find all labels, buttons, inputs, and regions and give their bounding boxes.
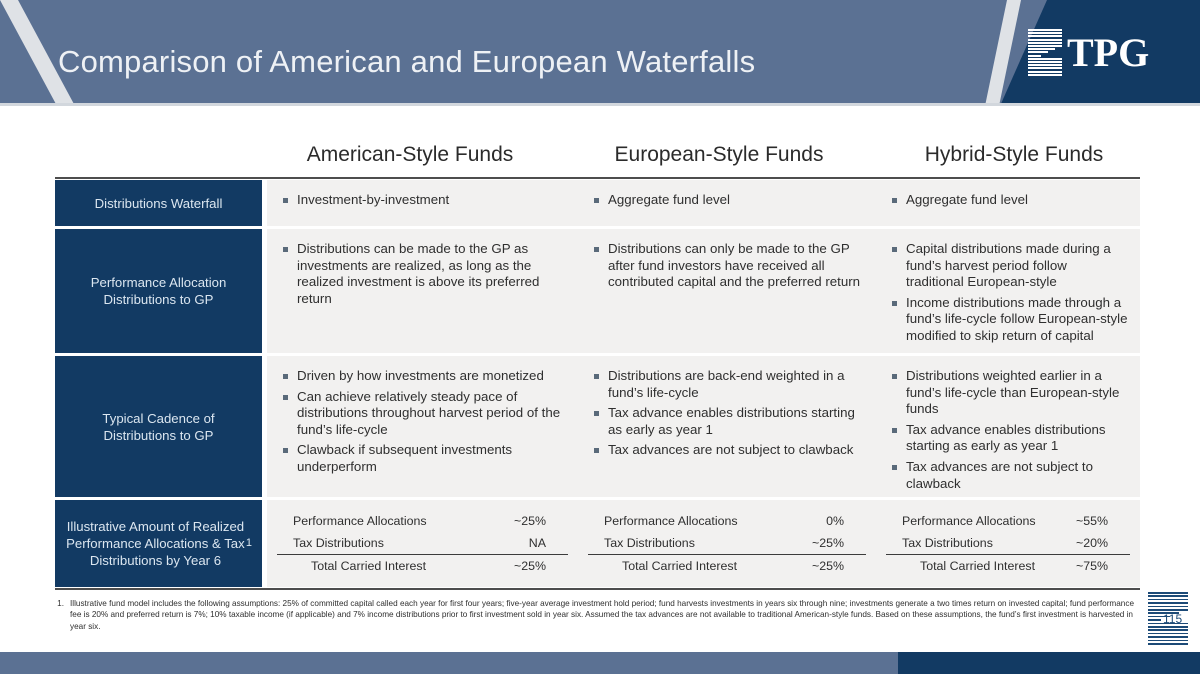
mini-label-tax-distributions: Tax Distributions [604, 536, 695, 550]
mini-value-total-carried-interest: ~25% [489, 555, 568, 578]
page-mark-stripe [1148, 626, 1188, 628]
tpg-mark-stripe [1028, 39, 1062, 41]
bullet-list [281, 241, 566, 307]
cell-european-summary [578, 500, 876, 587]
page-mark-stripe [1148, 609, 1188, 611]
page-mark-stripe [1148, 640, 1188, 642]
page-mark-stripe [1148, 629, 1188, 631]
mini-row-total [886, 555, 1130, 578]
mini-label-total-carried-interest: Total Carried Interest [886, 555, 1064, 578]
tpg-mark-stripe [1028, 67, 1062, 69]
mini-row [588, 510, 866, 532]
footer-slate-band [0, 652, 898, 674]
mini-label-performance-allocations: Performance Allocations [293, 514, 427, 528]
cell-american [267, 180, 578, 226]
bullet-list [592, 192, 864, 209]
page-number: 115 [1163, 612, 1183, 626]
mini-label-total-carried-interest: Total Carried Interest [277, 555, 489, 578]
bullet-item: Income distributions made through a fund’s life-cycle follow European-style modified to skip return of capital [890, 295, 1128, 345]
page-mark-stripe [1148, 636, 1188, 638]
row-label-illustrative-amount [55, 500, 262, 587]
bullet-list [281, 192, 566, 209]
mini-row [588, 532, 866, 555]
page-mark-stripe [1148, 633, 1188, 635]
mini-label-performance-allocations: Performance Allocations [902, 514, 1036, 528]
tpg-mark-stripe [1028, 48, 1055, 50]
mini-label-performance-allocations: Performance Allocations [604, 514, 738, 528]
row-label-distributions-waterfall: Distributions Waterfall [55, 180, 262, 226]
footnote [46, 598, 1136, 632]
bullet-item: Distributions can be made to the GP as investments are realized, as long as the realized investment is above its preferred return [281, 241, 566, 307]
footer-navy-band [898, 652, 1200, 674]
cell-european [578, 229, 876, 353]
cell-european [578, 180, 876, 226]
row-cells [267, 180, 1140, 226]
tpg-mark-stripe [1028, 55, 1041, 57]
tpg-mark-stripe [1028, 42, 1062, 44]
mini-row [277, 510, 568, 532]
summary-mini-table-american [277, 510, 568, 577]
bullet-item: Can achieve relatively steady pace of distributions throughout harvest period of the fund’s life-cycle [281, 389, 566, 439]
tpg-mark-stripe [1028, 58, 1062, 60]
summary-mini-table-hybrid [886, 510, 1130, 577]
column-header-american: American-Style Funds [306, 143, 514, 166]
footnote-text: Illustrative fund model includes the following assumptions: 25% of committed capital called each year for first four years; five-year average investment hold period; fund harvests investments in years six through nine; investments generate a two times return on invested capital; fund performance fee is 20% and preferred return is 7%; 10% taxable income (if applicable) and 7% income distributions prior to first investment sold in year six. Assumed the tax advances are not available to traditional American-style funds. Based on these assumptions, the fund’s first investment is harvested in year six. [70, 599, 1135, 631]
table-row-summary [55, 500, 1140, 587]
mini-value-tax-distributions: NA [528, 536, 546, 550]
table-top-rule [55, 177, 1140, 179]
bullet-item: Driven by how investments are monetized [281, 368, 566, 385]
cell-hybrid [876, 180, 1140, 226]
page-title: Comparison of American and European Waterfalls [58, 44, 756, 79]
mini-label-tax-distributions: Tax Distributions [293, 536, 384, 550]
mini-row [886, 532, 1130, 555]
table-row [55, 180, 1140, 226]
tpg-mark-stripe [1028, 35, 1062, 37]
tpg-mark-stripe [1028, 71, 1062, 73]
bullet-item: Distributions can only be made to the GP after fund investors have received all contributed capital and the preferred return [592, 241, 864, 291]
mini-row-total [588, 555, 866, 578]
mini-row-total [277, 555, 568, 578]
mini-value-tax-distributions: ~20% [1075, 536, 1108, 550]
row-cells [267, 356, 1140, 497]
bullet-item: Tax advances are not subject to clawback [592, 442, 864, 459]
page-mark-stripe [1148, 602, 1188, 604]
bullet-list [592, 241, 864, 291]
bullet-item: Clawback if subsequent investments underperform [281, 442, 566, 475]
tpg-logo [1028, 27, 1178, 79]
bullet-item: Capital distributions made during a fund’s harvest period follow traditional European-style [890, 241, 1128, 291]
page-mark-stripe [1148, 595, 1188, 597]
tpg-mark-stripe [1028, 51, 1048, 53]
bullet-item: Aggregate fund level [592, 192, 864, 209]
row-label-typical-cadence: Typical Cadence of Distributions to GP [55, 356, 262, 497]
bullet-item: Investment-by-investment [281, 192, 566, 209]
row-cells [267, 500, 1140, 587]
page-mark-stripe [1148, 619, 1161, 621]
tpg-mark-stripe [1028, 45, 1062, 47]
page-mark-stripe [1148, 643, 1188, 645]
tpg-wordmark: TPG [1067, 30, 1150, 75]
mini-label-total-carried-interest: Total Carried Interest [588, 555, 791, 578]
tpg-striped-mark-icon [1028, 29, 1062, 77]
column-header-european: European-Style Funds [614, 143, 824, 166]
footnote-number: 1. [57, 599, 64, 608]
cell-hybrid-summary [876, 500, 1140, 587]
cell-american [267, 229, 578, 353]
tpg-mark-stripe [1028, 64, 1062, 66]
footnote-marker: 1 [245, 537, 252, 549]
cell-american [267, 356, 578, 497]
slide-header [0, 0, 1200, 106]
cell-hybrid [876, 356, 1140, 497]
bullet-list [281, 368, 566, 476]
bullet-list [890, 192, 1128, 209]
tpg-mark-stripe [1028, 61, 1062, 63]
cell-hybrid [876, 229, 1140, 353]
mini-label-tax-distributions: Tax Distributions [902, 536, 993, 550]
bullet-item: Tax advance enables distributions starting as early as year 1 [890, 422, 1128, 455]
bullet-item: Aggregate fund level [890, 192, 1128, 209]
bullet-item: Distributions weighted earlier in a fund’s life-cycle than European-style funds [890, 368, 1128, 418]
cell-american-summary [267, 500, 578, 587]
tpg-mark-stripe [1028, 32, 1062, 34]
cell-european [578, 356, 876, 497]
bullet-list [890, 241, 1128, 345]
tpg-mark-stripe [1028, 74, 1062, 76]
page-mark-stripe [1148, 606, 1188, 608]
bullet-item: Tax advances are not subject to clawback [890, 459, 1128, 492]
bullet-list [592, 368, 864, 459]
bullet-item: Distributions are back-end weighted in a fund’s life-cycle [592, 368, 864, 401]
mini-row [277, 532, 568, 555]
tpg-mark-stripe [1028, 29, 1062, 31]
mini-value-performance-allocations: 0% [826, 514, 844, 528]
table-row [55, 356, 1140, 497]
mini-value-total-carried-interest: ~75% [1064, 555, 1130, 578]
page-mark-stripe [1148, 592, 1188, 594]
row-label-text: Illustrative Amount of Realized Performance Allocations & Tax Distributions by Year 6 [66, 519, 245, 568]
mini-value-tax-distributions: ~25% [811, 536, 844, 550]
mini-value-performance-allocations: ~55% [1075, 514, 1108, 528]
column-header-hybrid: Hybrid-Style Funds [924, 143, 1104, 166]
mini-value-total-carried-interest: ~25% [791, 555, 866, 578]
comparison-table [55, 180, 1140, 590]
mini-value-performance-allocations: ~25% [513, 514, 546, 528]
page-mark-stripe [1148, 599, 1188, 601]
bullet-list [890, 368, 1128, 492]
summary-mini-table-european [588, 510, 866, 577]
table-row [55, 229, 1140, 353]
row-cells [267, 229, 1140, 353]
mini-row [886, 510, 1130, 532]
row-label-performance-allocation: Performance Allocation Distributions to GP [55, 229, 262, 353]
header-underline [0, 103, 1200, 106]
bullet-item: Tax advance enables distributions starting as early as year 1 [592, 405, 864, 438]
